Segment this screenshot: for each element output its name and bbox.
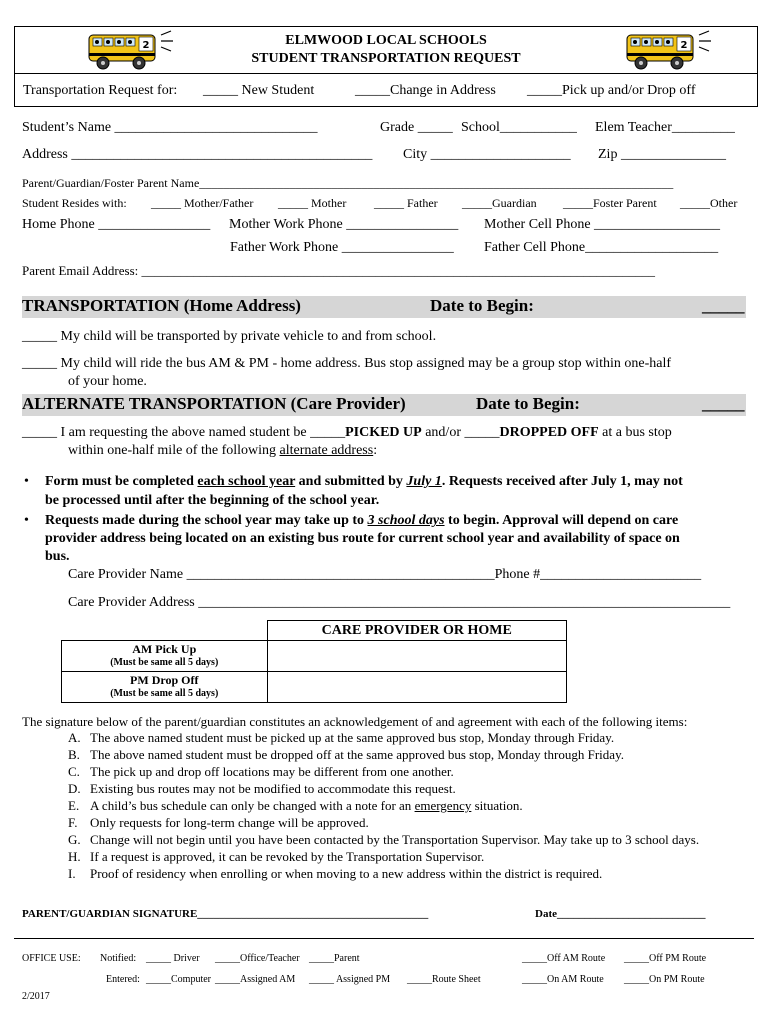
- request-type-box: [14, 72, 758, 107]
- grade-field[interactable]: Grade _____: [380, 120, 453, 135]
- elem-teacher-field[interactable]: Elem Teacher_________: [595, 120, 735, 135]
- resides-father[interactable]: _____ Father: [374, 196, 438, 210]
- on-am-route[interactable]: _____On AM Route: [522, 974, 604, 985]
- bullet-2-line-3: bus.: [45, 549, 70, 564]
- list-item: [68, 849, 484, 865]
- resides-other[interactable]: _____Other: [680, 196, 738, 210]
- transportation-heading: TRANSPORTATION (Home Address): [22, 296, 301, 315]
- resides-mother[interactable]: _____ Mother: [278, 196, 347, 210]
- alternate-date-label: Date to Begin:: [476, 394, 580, 413]
- office-use-label: OFFICE USE:: [22, 953, 81, 964]
- alternate-bus-stop-text: at a bus stop: [598, 425, 672, 440]
- list-item: [68, 798, 523, 814]
- parent-email-field[interactable]: Parent Email Address: _______________________________________________________________________________: [22, 263, 656, 278]
- list-item: [68, 764, 454, 780]
- parent-signature-field[interactable]: PARENT/GUARDIAN SIGNATURE__________________________________________: [22, 908, 429, 920]
- ride-bus-option[interactable]: _____ My child will ride the bus AM & PM - home address. Bus stop assigned may be a group stop within one-half: [22, 356, 671, 371]
- notified-driver[interactable]: _____ Driver: [146, 953, 200, 964]
- entered-computer[interactable]: _____Computer: [146, 974, 211, 985]
- list-letter: D.: [68, 781, 81, 796]
- form-header: [14, 26, 758, 74]
- father-work-phone-field[interactable]: Father Work Phone ________________: [230, 240, 454, 255]
- emergency-underlined: emergency: [414, 798, 472, 813]
- bullet-2-text-b: to begin. Approval will depend on care: [444, 513, 679, 528]
- list-item: [68, 747, 624, 763]
- off-pm-route[interactable]: _____Off PM Route: [624, 953, 707, 964]
- notified-parent[interactable]: _____Parent: [309, 953, 360, 964]
- zip-field[interactable]: Zip _______________: [598, 147, 726, 162]
- request-label: Transportation Request for:: [23, 83, 178, 98]
- change-address-option[interactable]: _____Change in Address: [355, 83, 496, 98]
- alternate-and-or: and/or _____: [421, 425, 500, 440]
- resides-mother-father[interactable]: _____ Mother/Father: [151, 196, 254, 210]
- resides-foster-parent[interactable]: _____Foster Parent: [563, 196, 657, 210]
- list-text: Existing bus routes may not be modified to accommodate this request.: [90, 781, 456, 796]
- notified-label: Notified:: [100, 953, 137, 964]
- care-provider-address-field[interactable]: Care Provider Address ____________________________________________________________________________: [68, 595, 731, 610]
- city-field[interactable]: City ____________________: [403, 147, 571, 162]
- transportation-date-field[interactable]: _____: [702, 296, 745, 315]
- ride-bus-option-cont: of your home.: [68, 374, 147, 389]
- notified-office-teacher[interactable]: _____Office/Teacher: [215, 953, 300, 964]
- list-letter: G.: [68, 832, 81, 847]
- student-name-field[interactable]: Student’s Name _____________________________: [22, 120, 318, 135]
- list-letter: F.: [68, 815, 78, 830]
- entered-label: Entered:: [106, 974, 140, 985]
- bullet-2-school-days: 3 school days: [367, 513, 445, 528]
- home-phone-field[interactable]: Home Phone ________________: [22, 217, 211, 232]
- am-pickup-label: AM Pick Up: [132, 642, 197, 656]
- district-name: ELMWOOD LOCAL SCHOOLS: [285, 33, 487, 48]
- school-bus-icon: [621, 27, 713, 73]
- resides-label: Student Resides with:: [22, 196, 127, 210]
- list-letter: H.: [68, 849, 81, 864]
- on-pm-route[interactable]: _____On PM Route: [624, 974, 705, 985]
- bullet-icon: •: [24, 474, 29, 489]
- parent-name-field[interactable]: Parent/Guardian/Foster Parent Name_______________________________________________________________________________: [22, 176, 674, 190]
- pm-dropoff-value[interactable]: [267, 672, 567, 703]
- list-text: If a request is approved, it can be revoked by the Transportation Supervisor.: [90, 849, 485, 864]
- alternate-address-underlined: alternate address: [279, 443, 374, 458]
- pm-dropoff-note: (Must be same all 5 days): [110, 688, 219, 699]
- entered-assigned-am[interactable]: _____Assigned AM: [215, 974, 296, 985]
- alternate-heading: ALTERNATE TRANSPORTATION (Care Provider): [22, 394, 406, 413]
- alternate-address-colon: :: [373, 443, 378, 458]
- office-divider: [14, 938, 754, 939]
- bullet-1-line-1: [45, 474, 683, 490]
- list-text-end: situation.: [471, 798, 523, 813]
- form-version: 2/2017: [22, 991, 50, 1002]
- alternate-request-text: _____ I am requesting the above named student be _____: [22, 425, 346, 440]
- mother-work-phone-field[interactable]: Mother Work Phone ________________: [229, 217, 459, 232]
- list-letter: I.: [68, 866, 76, 881]
- list-item: [68, 866, 602, 882]
- list-letter: E.: [68, 798, 80, 813]
- alternate-date-field[interactable]: _____: [702, 394, 745, 413]
- father-cell-phone-field[interactable]: Father Cell Phone___________________: [484, 240, 719, 255]
- am-pickup-value[interactable]: [267, 641, 567, 672]
- list-text: The pick up and drop off locations may be different from one another.: [90, 764, 454, 779]
- acknowledgement-intro: The signature below of the parent/guardian constitutes an acknowledgement of and agreement with each of the following items:: [22, 714, 688, 729]
- list-text: A child’s bus schedule can only be changed with a note for an: [90, 798, 415, 813]
- bullet-2-line-1: [45, 513, 678, 529]
- list-letter: A.: [68, 730, 81, 745]
- care-provider-table: [61, 620, 567, 703]
- address-field[interactable]: Address ___________________________________________: [22, 147, 373, 162]
- alternate-heading-band: [22, 394, 746, 416]
- care-table-header: CARE PROVIDER OR HOME: [267, 621, 567, 641]
- pm-dropoff-cell: [62, 672, 268, 703]
- transportation-heading-band: [22, 296, 746, 318]
- transportation-date-label: Date to Begin:: [430, 296, 534, 315]
- alternate-address-line: [68, 443, 377, 459]
- entered-route-sheet[interactable]: _____Route Sheet: [407, 974, 481, 985]
- list-text: Change will not begin until you have been contacted by the Transportation Supervisor. May take up to 3 school days.: [90, 832, 700, 847]
- resides-guardian[interactable]: _____Guardian: [462, 196, 537, 210]
- form-title: STUDENT TRANSPORTATION REQUEST: [251, 51, 521, 66]
- list-text: The above named student must be dropped off at the same approved bus stop, Monday through Friday.: [90, 747, 624, 762]
- new-student-option[interactable]: _____ New Student: [203, 83, 315, 98]
- care-provider-name-field[interactable]: Care Provider Name ____________________________________________Phone #_______________________: [68, 567, 702, 582]
- svg-text:2: 2: [680, 40, 688, 51]
- off-am-route[interactable]: _____Off AM Route: [522, 953, 606, 964]
- pm-dropoff-label: PM Drop Off: [130, 673, 199, 687]
- list-text: Proof of residency when enrolling or when moving to a new address within the district is required.: [90, 866, 603, 881]
- bullet-2-text-a: Requests made during the school year may take up to: [45, 513, 368, 528]
- school-field[interactable]: School___________: [461, 120, 577, 135]
- am-pickup-note: (Must be same all 5 days): [110, 657, 219, 668]
- list-text: Only requests for long-term change will be approved.: [90, 815, 369, 830]
- bullet-1-text-b: and submitted by: [295, 474, 407, 489]
- list-letter: C.: [68, 764, 80, 779]
- am-pickup-cell: [62, 641, 268, 672]
- alternate-request-line[interactable]: [22, 425, 672, 441]
- private-vehicle-option[interactable]: _____ My child will be transported by private vehicle to and from school.: [22, 329, 437, 344]
- svg-text:2: 2: [142, 40, 150, 51]
- bullet-1-text-a: Form must be completed: [45, 474, 198, 489]
- bullet-1-each-year: each school year: [197, 474, 296, 489]
- list-item: [68, 781, 456, 797]
- care-table-blank: [62, 621, 268, 641]
- bullet-1-line-2: be processed until after the beginning of the school year.: [45, 493, 380, 508]
- alternate-address-text: within one-half mile of the following: [68, 443, 280, 458]
- signature-date-field[interactable]: Date___________________________: [535, 908, 706, 920]
- mother-cell-phone-field[interactable]: Mother Cell Phone __________________: [484, 217, 721, 232]
- list-item: [68, 730, 614, 746]
- bullet-2-line-2: provider address being located on an existing bus route for current school year and availability of space on: [45, 531, 680, 546]
- dropped-off-label: DROPPED OFF: [499, 425, 599, 440]
- picked-up-label: PICKED UP: [345, 425, 422, 440]
- bullet-1-text-c: . Requests received after July 1, may not: [441, 474, 683, 489]
- bullet-1-deadline: July 1: [406, 474, 442, 489]
- pickup-dropoff-option[interactable]: _____Pick up and/or Drop off: [527, 83, 696, 98]
- entered-assigned-pm[interactable]: _____ Assigned PM: [309, 974, 391, 985]
- list-item: [68, 832, 699, 848]
- list-letter: B.: [68, 747, 80, 762]
- bullet-icon: •: [24, 513, 29, 528]
- list-item: [68, 815, 369, 831]
- list-text: The above named student must be picked up at the same approved bus stop, Monday through Friday.: [90, 730, 615, 745]
